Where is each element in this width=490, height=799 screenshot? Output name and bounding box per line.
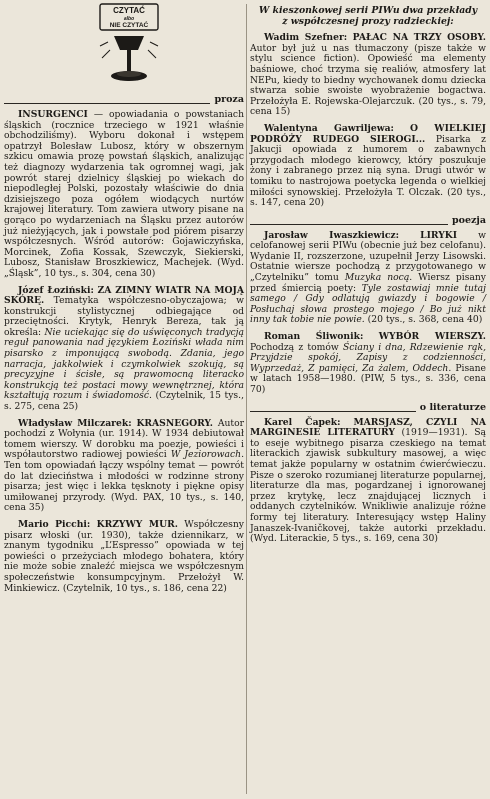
review-body: Tematyka współczesno-obyczajowa; w konstrukcji stylistycznej odbiegające od przeciętności. Krytyk, Henryk Bereza, tak ją określa: <box>4 295 244 338</box>
left-column <box>4 0 244 600</box>
review-quote: Nie uciekając się do uświęconych tradycją reguł panowania nad językiem Łoziński włada nim pisarsko z imponującą swobodą. Zdania, jego narracja, jakkolwiek i czymkolwiek szokują, są precyzyjne i ścisłe, są prawomocną literacko konstrukcją też postaci mowy wewnętrznej, która kształtują rozum i świadomość. <box>4 326 244 402</box>
review-title: MARSJASZ, CZYLI NA MARGINESIE LITERATURY <box>250 416 487 439</box>
review-iwaszkiewicz <box>250 231 486 326</box>
review-body: Współczesny pisarz włoski (ur. 1930), także dziennikarz, w znanym tygodniku „L’Espresso” opowiada w tej powieści o przeżyciach młodego bohatera, który nie może sobie znaleźć miejsca we współczesnym społeczeństwie konsumpcyjnym. Przełożył W. Minkiewicz. (Czytelnik, 10 tys., s. 186, cena 22) <box>4 518 244 594</box>
review-body: — opowiadania o powstaniach śląskich (rocznice trzeciego w 1921 właśnie obchodziliśmy). Wyboru dokonał i wstępem opatrzył Bolesław Lubosz, który w obszernym szkicu omawia prozę powstań śląskich, analizując też diagnozy wydarzenia tak ogromnej wagi, jak powrót starej dzielnicy śląskiej po wiekach do niepodległej Polski, pozostały właściwie do dnia dzisiejszego poza ogółem wiodących nurtów krajowej literatury. Tom zawiera utwory pisane na gorąco po wydarzeniach na Śląsku przez autorów już nieżyjących, jak i powstałe pod piórem pisarzy współczesnych. Wśród autorów: Gojawiczyńska, Morcinek, Zofia Kossak, Szewczyk, Siekierski, Lubosz, Stanisław Broszkiewicz, Machejek. (Wyd. „Śląsk”, 10 tys., s. 304, cena 30) <box>4 109 244 279</box>
review-title: KRASNEGORY. <box>136 417 213 429</box>
column-divider <box>246 4 247 794</box>
review-lozinski <box>4 286 244 413</box>
review-title: INSURGENCI <box>18 109 88 120</box>
review-body: (1919—1931). Są to eseje wybitnego pisarza czeskiego na temat literackich zjawisk subkultury masowej, a więc temat jakże popularny w ostatnim ćwierćwieczu. Pisze o szeroko rozumianej literaturze popularnej, literaturze dla mas, pogardzanej i ignorowanej przez krytykę, lecz znajdującej licznych i oddanych czytelników. Wnikliwie analizuje różne formy tej literatury. Interesujący wstęp Haliny Janaszek-Ivaničkovej, także autorki przekładu. (Wyd. Literackie, 5 tys., s. 169, cena 30) <box>250 427 486 545</box>
review-title: WYBÓR WIERSZY. <box>378 331 486 343</box>
logo-line1: CZYTAĆ <box>113 6 145 15</box>
review-quote: Tyle zostawiaj mnie tutaj samego / Gdy odlatują gwiazdy i bogowie / Posłuchaj słowa prostego mojego / Bo już nikt inny tak tobie nie powie. <box>250 282 486 326</box>
review-author: Wadim Szefner: <box>264 32 348 44</box>
review-author: Mario Picchi: <box>18 518 91 530</box>
review-author: Walentyna Gawriljewa: <box>264 122 394 134</box>
review-author: Władysław Milczarek: <box>18 417 132 429</box>
section-header-proza <box>4 94 244 106</box>
review-body-mid: Wiersz pisany przed śmiercią poety: <box>250 272 486 294</box>
logo-line2: albo <box>123 16 135 22</box>
right-column <box>250 0 486 551</box>
review-body: Pisarka z Jakucji opowiada z humorem o zabawnych przygodach młodego kierowcy, który poszukuje żony i zabranego przez nią syna. Drugi utwór w tomiku to nastrojowa poetycka legenda o wielkiej miłości synowskiej. Przełożyła T. Olczak. (20 tys., s. 147, cena 20) <box>250 133 486 209</box>
reading-lamp-logo-icon <box>96 2 164 86</box>
section-label-proza: proza <box>210 94 244 105</box>
review-gawriljewa <box>250 124 486 209</box>
review-pubinfo: Ten tom opowiadań łączy wspólny temat — powrót do lat dzieciństwa i młodości w rodzinne strony pisarza; jest więc i lekka tęsknoty i piękne opisy umiłowanej przyrody. (Wyd. PAX, 10 tys., s. 140, cena 35) <box>4 460 244 514</box>
review-capek <box>250 418 486 545</box>
section-label-poezja: poezja <box>448 215 486 226</box>
section-header-o-literaturze <box>250 402 486 414</box>
review-author: Karel Čapek: <box>264 416 341 428</box>
review-author: Jarosław Iwaszkiewicz: <box>264 229 400 241</box>
review-italic: W Jeziorowach. <box>170 449 244 461</box>
section-label-o-literaturze: o literaturze <box>416 402 486 413</box>
logo-line3: NIE CZYTAĆ <box>109 22 149 29</box>
review-italic: Muzyka nocą. <box>344 272 413 284</box>
review-picchi <box>4 520 244 594</box>
review-title: O WIELKIEJ PODRÓŻY RUDEGO SIEROGI... <box>250 122 486 145</box>
section-intro: W kieszonkowej serii PIWu dwa przekłady z współczesnej prozy radzieckiej: <box>258 5 478 27</box>
review-body: Pochodzą z tomów <box>250 341 343 353</box>
review-italic: Ściany i dna, Rdzewienie rąk, Przyjdzie spokój, Zapisy z codzienności, Wyprzedaż, Z pamięci, Za żalem, Oddech. <box>250 341 486 374</box>
review-pubinfo: (Czytelnik, 15 tys., s. 275, cena 25) <box>4 390 244 413</box>
review-pubinfo: Pisane w latach 1958—1980. (PIW, 5 tys., s. 336, cena 70) <box>250 362 486 395</box>
section-header-poezja <box>250 215 486 227</box>
review-title: PAŁAC NA TRZY OSOBY. <box>352 32 486 44</box>
review-title: ZA ZIMNY WIATR NA MOJĄ SKÓRĘ. <box>4 284 244 307</box>
review-pubinfo: (20 tys., s. 368, cena 40) <box>364 314 483 326</box>
review-title: LIRYKI <box>420 229 458 241</box>
review-author: Roman Śliwonik: <box>264 331 364 343</box>
review-body: Autor pochodzi z Wołynia (ur. 1914). W 1934 debiutował tomem wierszy. W dorobku ma poezje, powieści i współautorstwo radiowej powieści <box>4 417 244 461</box>
review-author: Józef Łoziński: <box>18 284 94 296</box>
review-insurgenci <box>4 110 244 280</box>
review-milczarek <box>4 419 244 514</box>
review-body: Autor był już u nas tłumaczony (pisze także w stylu science fiction). Opowieść ma elementy baśniowe, choć trzyma się realiów, atmosfery lat NEPu, kiedy to biedny wychowanek domu dziecka stwarza sobie swoiste wyobrażenie bogactwa. Przełożyła E. Rojewska-Olejarczuk. (20 tys., s. 79, cena 15) <box>250 42 486 118</box>
review-title: KRZYWY MUR. <box>96 518 178 530</box>
review-sliwonik <box>250 332 486 396</box>
review-body: w celofanowej serii PIWu (obecnie już bez celofanu). Wydanie II, rozszerzone, uzupełnił Jerzy Lisowski. Ostatnie wiersze pochodzą z przygotowanego w „Czytelniku” tomu <box>250 229 487 284</box>
column-logo <box>4 0 244 88</box>
review-szefner <box>250 33 486 118</box>
